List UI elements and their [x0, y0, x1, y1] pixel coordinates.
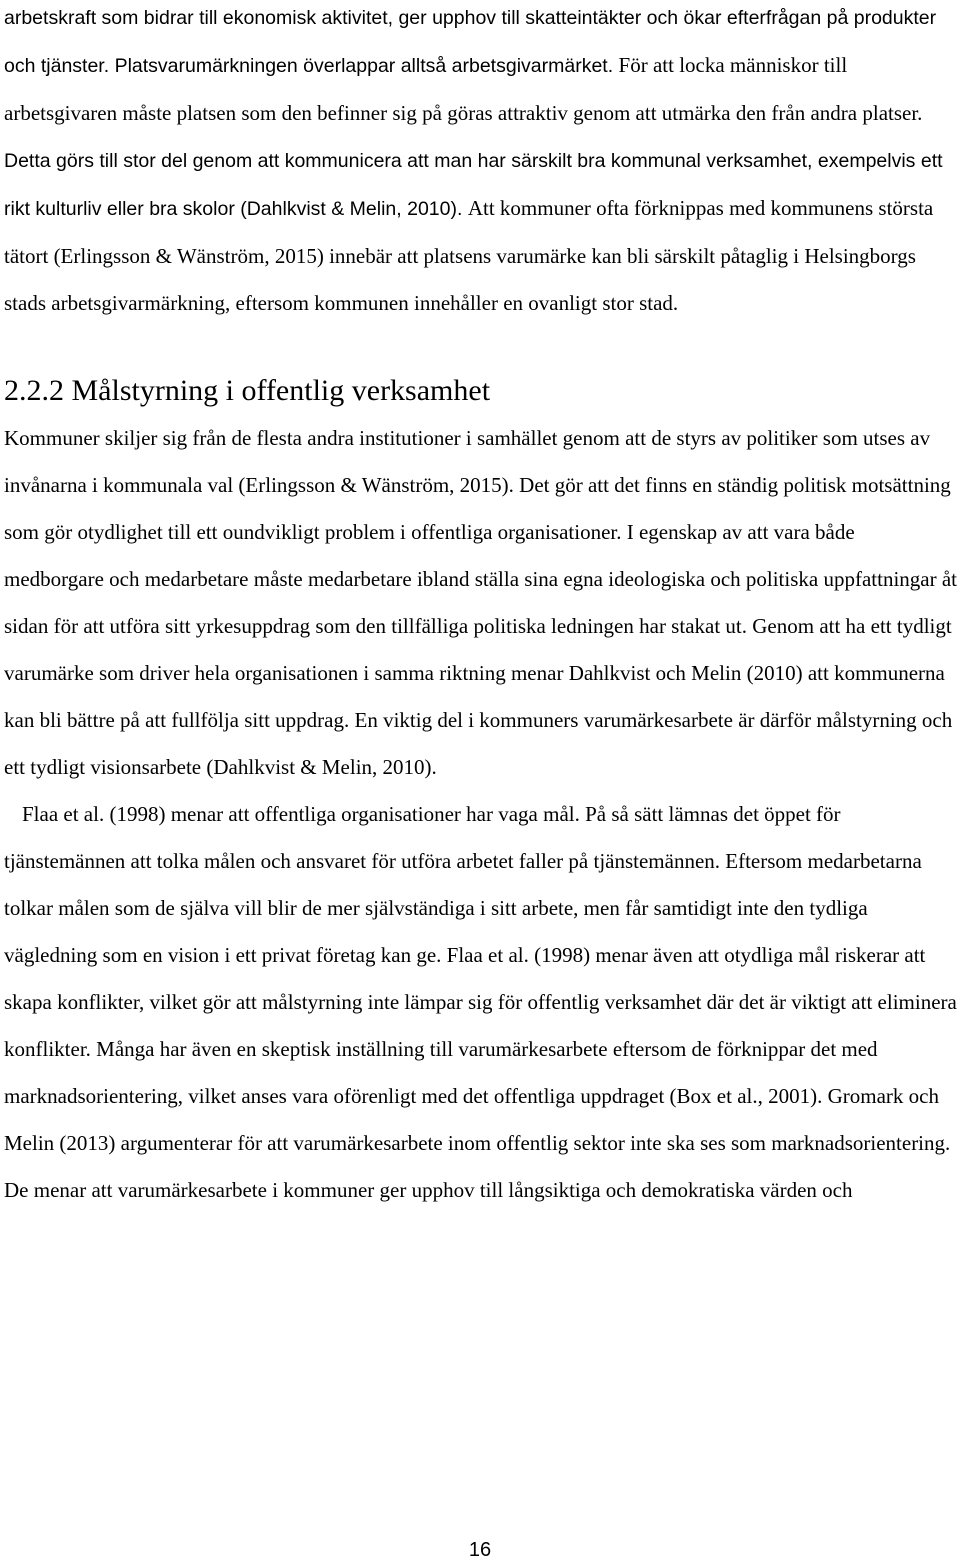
section-heading: 2.2.2 Målstyrning i offentlig verksamhet [4, 374, 491, 407]
paragraph-municipal-governance: Kommuner skiljer sig från de flesta andra institutioner i samhället genom att de styrs av politiker som utses av invånarna i kommunala val (Erlingsson & Wänström, 2015). Det gör att det finns en ständig politisk motsättning som gör otydlighet till ett oundvikligt problem i offentliga organisationer. I egenskap av att vara både medborgare och medarbetare måste medarbetare ibland ställa sina egna ideologiska och politiska uppfattningar åt sidan för att utföra sitt yrkesuppdrag som den tillfälliga politiska ledningen har stakat ut. Genom att ha ett tydligt varumärke som driver hela organisationen i samma riktning menar Dahlkvist och Melin (2010) att kommunerna kan bli bättre på att fullfölja sitt uppdrag. En viktig del i kommuners varumärkesarbete är därför målstyrning och ett tydligt visionsarbete (Dahlkvist & Melin, 2010). [4, 426, 958, 779]
paragraph-place-branding-part-2: För att locka människor till arbetsgivaren måste platsen som den befinner sig på göras attraktiv genom att utmärka den från andra platser. [4, 53, 923, 125]
paragraph-place-branding-part-4: Att kommuner ofta förknippas med kommunens största tätort (Erlingsson & Wänström, 2015) innebär att platsens varumärke kan bli särskilt påtaglig i Helsingborgs stads arbetsgivarmärkning, eftersom kommunen innehåller en ovanligt stor stad. [4, 196, 934, 315]
document-page [4, 0, 958, 1214]
paragraph-place-branding-part-1: arbetskraft som bidrar till ekonomisk aktivitet, ger upphov till skatteintäkter och ökar efterfrågan på produkter och tjänster. Platsvarumärkningen överlappar alltså arbetsgivarmärket. [4, 7, 937, 77]
paragraph-vague-goals: Flaa et al. (1998) menar att offentliga organisationer har vaga mål. På så sätt lämnas det öppet för tjänstemännen att tolka målen och ansvaret för utföra arbetet faller på tjänstemännen. Eftersom medarbetarna tolkar målen som de själva vill blir de mer självständiga i sitt arbete, men får samtidigt inte den tydliga vägledning som en vision i ett privat företag kan ge. Flaa et al. (1998) menar även att otydliga mål riskerar att skapa konflikter, vilket gör att målstyrning inte lämpar sig för offentlig verksamhet där det är viktigt att eliminera konflikter. Många har även en skeptisk inställning till varumärkesarbete eftersom de förknippar det med marknadsorientering, vilket anses vara oförenligt med det offentliga uppdraget (Box et al., 2001). Gromark och Melin (2013) argumenterar för att varumärkesarbete inom offentlig sektor inte ska ses som marknadsorientering. De menar att varumärkesarbete i kommuner ger upphov till långsiktiga och demokratiska värden och [4, 802, 957, 1202]
paragraph-place-branding-part-3: Detta görs till stor del genom att kommunicera att man har särskilt bra kommunal verksamhet, exempelvis ett rikt kulturliv eller bra skolor (Dahlkvist & Melin, 2010). [4, 150, 943, 220]
page-number: 16 [468, 1539, 492, 1561]
paragraph-place-branding [4, 0, 958, 327]
